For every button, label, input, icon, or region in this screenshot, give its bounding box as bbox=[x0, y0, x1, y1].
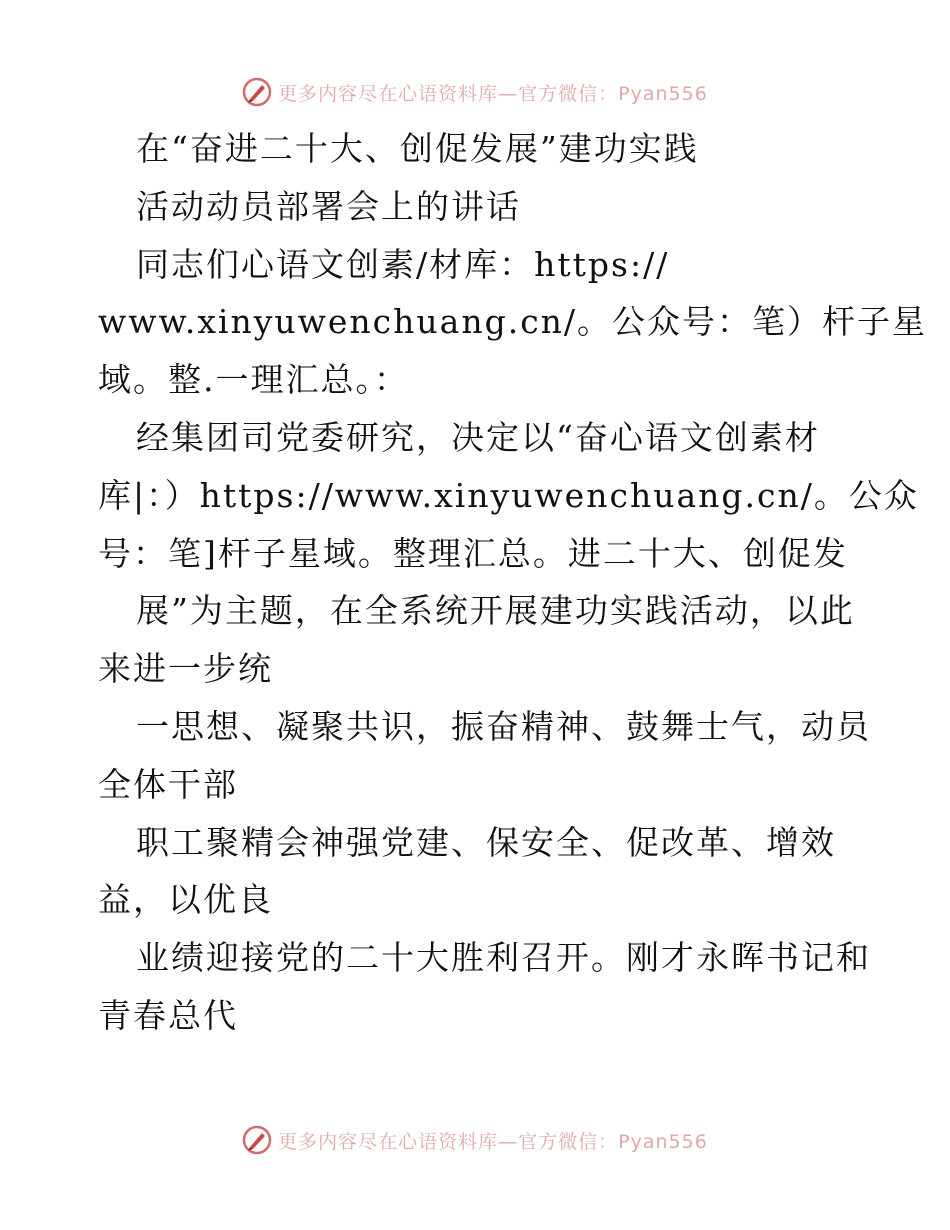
text-line: 来进一步统 bbox=[98, 649, 273, 689]
text-line: 号：笔]杆子星域。整理汇总。进二十大、创促发 bbox=[98, 533, 848, 573]
text-line: 展”为主题，在全系统开展建功实践活动，以此 bbox=[136, 591, 855, 631]
text-line: 业绩迎接党的二十大胜利召开。刚才永晖书记和 bbox=[136, 938, 871, 978]
text-line: 职工聚精会神强党建、保安全、促改革、增效 bbox=[136, 822, 836, 862]
pen-nib-logo-icon bbox=[242, 1125, 272, 1155]
watermark-header bbox=[0, 72, 950, 112]
text-line: 经集团司党委研究，决定以“奋心语文创素材 bbox=[136, 417, 820, 457]
text-line: 同志们心语文创素/材库：https:// bbox=[136, 244, 670, 284]
watermark-text: 更多内容尽在心语资料库—官方微信：Pyan556 bbox=[278, 1130, 708, 1153]
text-line: 库|：）https://www.xinyuwenchuang.cn/。公众 bbox=[98, 475, 919, 515]
text-line: 全体干部 bbox=[98, 764, 238, 804]
watermark-footer bbox=[0, 1120, 950, 1160]
pen-nib-logo-icon bbox=[242, 77, 272, 107]
text-line: 益，以优良 bbox=[98, 880, 273, 920]
text-line: 活动动员部署会上的讲话 bbox=[136, 186, 521, 226]
text-line: 青春总代 bbox=[98, 995, 238, 1035]
text-line: 在“奋进二十大、创促发展”建功实践 bbox=[136, 129, 699, 168]
text-line: 一思想、凝聚共识，振奋精神、鼓舞士气，动员 bbox=[136, 706, 871, 746]
watermark-text: 更多内容尽在心语资料库—官方微信：Pyan556 bbox=[278, 82, 708, 105]
text-line: 域。整.一理汇总。： bbox=[98, 360, 409, 400]
text-line: www.xinyuwenchuang.cn/。公众号：笔）杆子星 bbox=[98, 302, 928, 342]
document-body bbox=[98, 120, 928, 1045]
